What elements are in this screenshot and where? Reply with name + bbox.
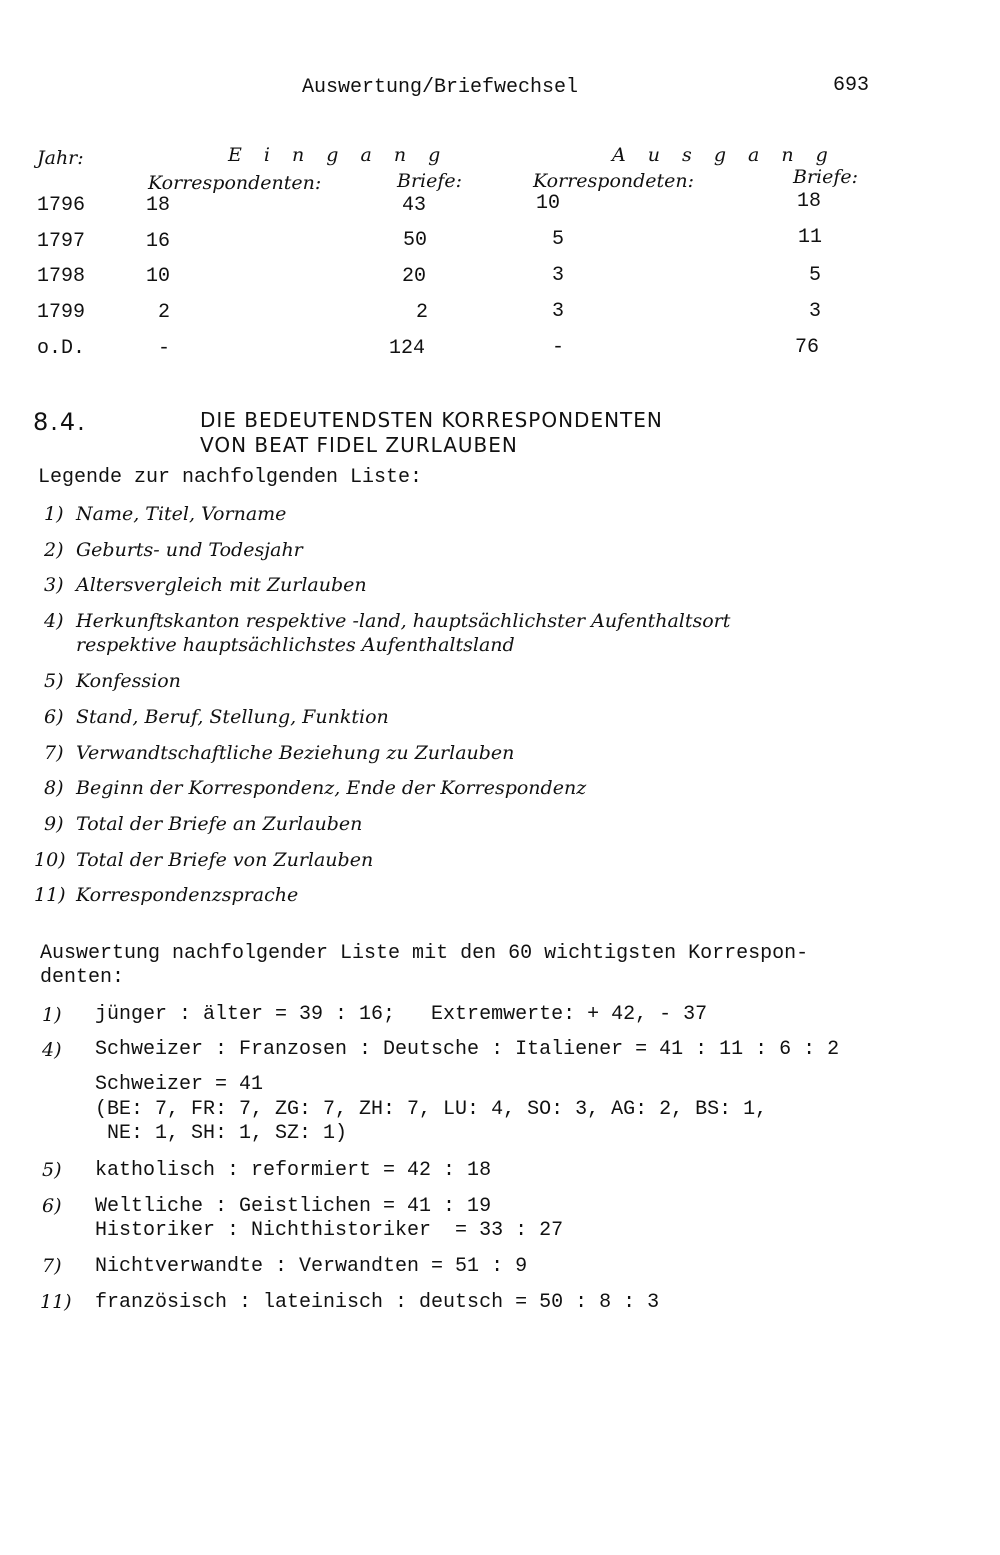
table-cell-in-briefe: 50 bbox=[403, 229, 428, 252]
evaluation-item-text: Schweizer : Franzosen : Deutsche : Italiener = 41 : 11 : 6 : 2 bbox=[95, 1038, 840, 1061]
evaluation-item-text: Schweizer = 41 bbox=[95, 1073, 264, 1096]
eingang-korrespondenten-header: Korrespondenten: bbox=[148, 172, 322, 194]
table-cell-in-korr: 10 bbox=[146, 265, 171, 288]
legend-item-number: 6) bbox=[44, 706, 64, 728]
running-title: Auswertung/Briefwechsel bbox=[302, 76, 579, 99]
legend-item-text-continued: respektive hauptsächlichstes Aufenthaltsland bbox=[76, 634, 515, 656]
legend-item-text: Total der Briefe von Zurlauben bbox=[76, 849, 374, 871]
ausgang-briefe-header: Briefe: bbox=[793, 166, 859, 188]
evaluation-item-text: jünger : älter = 39 : 16; Extremwerte: + 42, - 37 bbox=[95, 1003, 708, 1026]
table-cell-out-briefe: 11 bbox=[798, 226, 823, 249]
legend-item-number: 11) bbox=[34, 884, 66, 906]
table-cell-in-korr: 2 bbox=[158, 301, 171, 324]
legend-item-number: 2) bbox=[44, 539, 64, 561]
table-cell-out-briefe: 5 bbox=[809, 264, 822, 287]
table-cell-in-korr: - bbox=[158, 337, 171, 360]
table-cell-in-briefe: 20 bbox=[402, 265, 427, 288]
legend-item-number: 10) bbox=[34, 849, 66, 871]
table-year: 1799 bbox=[37, 301, 86, 324]
ausgang-korrespondenten-header: Korrespondeten: bbox=[533, 170, 695, 192]
legend-item-text: Stand, Beruf, Stellung, Funktion bbox=[76, 706, 389, 728]
table-year: 1797 bbox=[37, 230, 86, 253]
table-cell-out-korr: 5 bbox=[552, 228, 565, 251]
eingang-briefe-header: Briefe: bbox=[397, 170, 463, 192]
evaluation-intro-line1: Auswertung nachfolgender Liste mit den 60 wichtigsten Korrespon- bbox=[40, 942, 809, 965]
legend-item-text: Herkunftskanton respektive -land, hauptsächlichster Aufenthaltsort bbox=[76, 610, 731, 632]
legend-item-number: 3) bbox=[44, 574, 64, 596]
legend-item-text: Verwandtschaftliche Beziehung zu Zurlauben bbox=[76, 742, 515, 764]
table-cell-out-korr: 3 bbox=[552, 300, 565, 323]
evaluation-item-text: französisch : lateinisch : deutsch = 50 : 8 : 3 bbox=[95, 1291, 660, 1314]
legend-item-number: 7) bbox=[44, 742, 64, 764]
table-cell-out-briefe: 3 bbox=[809, 300, 822, 323]
evaluation-item-text: Nichtverwandte : Verwandten = 51 : 9 bbox=[95, 1255, 528, 1278]
table-year: 1798 bbox=[37, 265, 86, 288]
legend-item-number: 9) bbox=[44, 813, 64, 835]
legend-item-number: 1) bbox=[44, 503, 64, 525]
legend-item-text: Beginn der Korrespondenz, Ende der Korrespondenz bbox=[76, 777, 587, 799]
legend-item-number: 5) bbox=[44, 670, 64, 692]
evaluation-item-text: katholisch : reformiert = 42 : 18 bbox=[95, 1159, 492, 1182]
table-cell-out-briefe: 76 bbox=[795, 336, 820, 359]
legend-item-number: 4) bbox=[44, 610, 64, 632]
year-column-header: Jahr: bbox=[37, 147, 84, 169]
ausgang-header: A u s g a n g bbox=[612, 144, 836, 166]
table-cell-out-korr: 3 bbox=[552, 264, 565, 287]
legend-item-text: Konfession bbox=[76, 670, 181, 692]
legend-item-number: 8) bbox=[44, 777, 64, 799]
evaluation-intro-line2: denten: bbox=[40, 966, 125, 989]
evaluation-item-number: 11) bbox=[40, 1291, 72, 1313]
evaluation-item-number: 1) bbox=[42, 1004, 62, 1026]
table-cell-out-korr: 10 bbox=[536, 192, 561, 215]
evaluation-item-number: 7) bbox=[42, 1255, 62, 1277]
table-cell-in-korr: 18 bbox=[146, 194, 171, 217]
evaluation-item-number: 6) bbox=[42, 1195, 62, 1217]
legend-item-text: Altersvergleich mit Zurlauben bbox=[76, 574, 367, 596]
legend-item-text: Korrespondenzsprache bbox=[76, 884, 299, 906]
table-year: 1796 bbox=[37, 194, 86, 217]
legend-item-text: Total der Briefe an Zurlauben bbox=[76, 813, 363, 835]
legend-item-text: Name, Titel, Vorname bbox=[76, 503, 287, 525]
section-title-line1: DIE BEDEUTENDSTEN KORRESPONDENTEN bbox=[200, 408, 663, 432]
evaluation-item-text: NE: 1, SH: 1, SZ: 1) bbox=[95, 1122, 348, 1145]
table-cell-in-briefe: 124 bbox=[389, 337, 426, 360]
legend-item-text: Geburts- und Todesjahr bbox=[76, 539, 303, 561]
legend-heading: Legende zur nachfolgenden Liste: bbox=[38, 466, 423, 489]
table-year: o.D. bbox=[37, 337, 86, 360]
table-cell-out-korr: - bbox=[552, 336, 565, 359]
table-cell-in-briefe: 2 bbox=[416, 301, 429, 324]
section-title-line2: VON BEAT FIDEL ZURLAUBEN bbox=[200, 433, 518, 457]
evaluation-item-text: Historiker : Nichthistoriker = 33 : 27 bbox=[95, 1219, 564, 1242]
evaluation-item-number: 4) bbox=[42, 1039, 62, 1061]
table-cell-in-korr: 16 bbox=[146, 230, 171, 253]
table-cell-out-briefe: 18 bbox=[797, 190, 822, 213]
table-cell-in-briefe: 43 bbox=[402, 194, 427, 217]
section-number: 8.4. bbox=[33, 408, 87, 436]
evaluation-item-text: Weltliche : Geistlichen = 41 : 19 bbox=[95, 1195, 492, 1218]
evaluation-item-number: 5) bbox=[42, 1159, 62, 1181]
evaluation-item-text: (BE: 7, FR: 7, ZG: 7, ZH: 7, LU: 4, SO: 3, AG: 2, BS: 1, bbox=[95, 1098, 768, 1121]
eingang-header: E i n g a n g bbox=[228, 144, 449, 166]
page-number: 693 bbox=[833, 74, 870, 97]
